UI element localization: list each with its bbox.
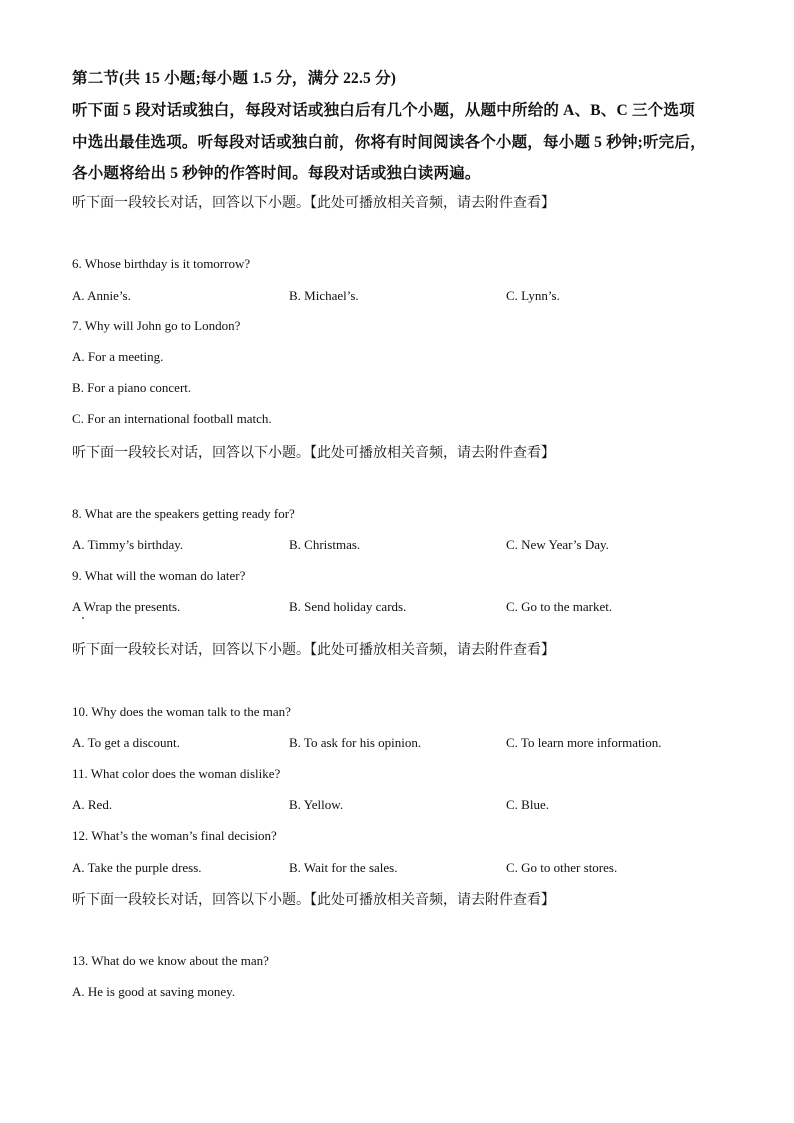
- q7-option-a: A. For a meeting.: [72, 349, 164, 364]
- q6-option-c: C. Lynn’s.: [506, 288, 560, 303]
- question-10: 10. Why does the woman talk to the man?: [72, 704, 291, 719]
- question-6: 6. Whose birthday is it tomorrow?: [72, 256, 251, 271]
- question-12: 12. What’s the woman’s final decision?: [72, 828, 277, 843]
- q11-option-c: C. Blue.: [506, 797, 549, 812]
- q7-option-b: B. For a piano concert.: [72, 380, 192, 395]
- q11-option-a: A. Red.: [72, 797, 113, 812]
- question-7: 7. Why will John go to London?: [72, 318, 241, 333]
- q12-option-a: A. Take the purple dress.: [72, 860, 202, 875]
- q8-option-a: A. Timmy’s birthday.: [72, 537, 184, 552]
- q12-option-b: B. Wait for the sales.: [289, 860, 398, 875]
- question-13: 13. What do we know about the man?: [72, 953, 269, 968]
- q12-option-c: C. Go to other stores.: [506, 860, 618, 875]
- q10-option-a: A. To get a discount.: [72, 735, 180, 750]
- q7-option-c: C. For an international football match.: [72, 411, 272, 426]
- q9-option-c: C. Go to the market.: [506, 599, 613, 614]
- instructions-line-1: 听下面 5 段对话或独白，每段对话或独白后有几个小题，从题中所给的 A、B、C 三个选项: [72, 102, 695, 119]
- q10-option-b: B. To ask for his opinion.: [289, 735, 422, 750]
- q13-option-a: A. He is good at saving money.: [72, 984, 236, 999]
- stray-dot-mark: [82, 617, 84, 619]
- audio-prompt-4: 听下面一段较长对话，回答以下小题。【此处可播放相关音频，请去附件查看】: [72, 893, 555, 908]
- question-8: 8. What are the speakers getting ready for?: [72, 506, 295, 521]
- audio-prompt-2: 听下面一段较长对话，回答以下小题。【此处可播放相关音频，请去附件查看】: [72, 446, 555, 461]
- question-9: 9. What will the woman do later?: [72, 568, 246, 583]
- audio-prompt-1: 听下面一段较长对话，回答以下小题。【此处可播放相关音频，请去附件查看】: [72, 196, 555, 211]
- q6-option-a: A. Annie’s.: [72, 288, 131, 303]
- q8-option-c: C. New Year’s Day.: [506, 537, 609, 552]
- q9-option-b: B. Send holiday cards.: [289, 599, 407, 614]
- question-11: 11. What color does the woman dislike?: [72, 766, 281, 781]
- audio-prompt-3: 听下面一段较长对话，回答以下小题。【此处可播放相关音频，请去附件查看】: [72, 643, 555, 658]
- q10-option-c: C. To learn more information.: [506, 735, 662, 750]
- section-title: 第二节(共 15 小题;每小题 1.5 分，满分 22.5 分): [72, 70, 397, 87]
- instructions-line-2: 中选出最佳选项。听每段对话或独白前，你将有时间阅读各个小题，每小题 5 秒钟;听完后，: [72, 134, 706, 151]
- q6-option-b: B. Michael’s.: [289, 288, 359, 303]
- q9-option-a: A Wrap the presents.: [72, 599, 181, 614]
- q11-option-b: B. Yellow.: [289, 797, 344, 812]
- instructions-line-3: 各小题将给出 5 秒钟的作答时间。每段对话或独白读两遍。: [72, 165, 481, 182]
- q8-option-b: B. Christmas.: [289, 537, 361, 552]
